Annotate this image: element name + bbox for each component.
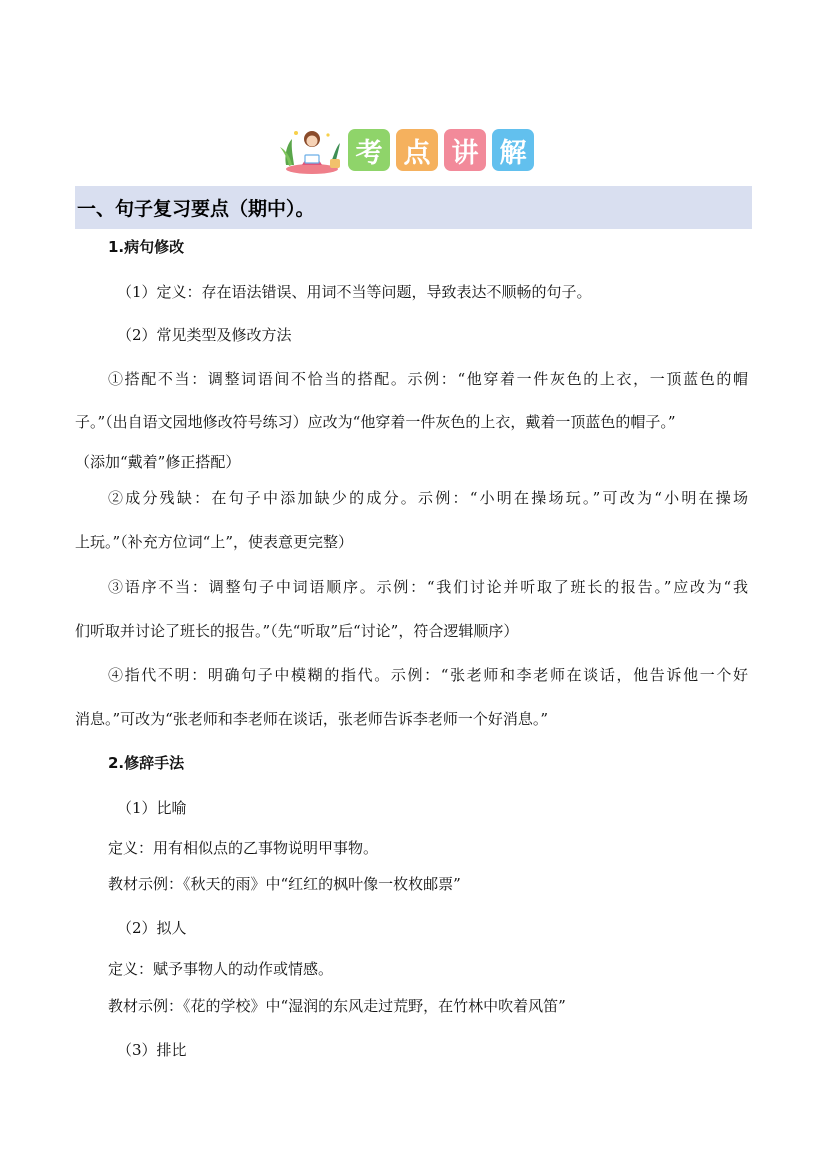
paragraph-type2-line2: 上玩。”（补充方位词“上”，使表意更完整） [75,533,354,551]
banner-tile-jie: 解 [492,129,534,171]
rhetoric-metaphor-definition: 定义：用有相似点的乙事物说明甲事物。 [108,839,379,857]
rhetoric-metaphor-heading: （1）比喻 [117,799,187,817]
banner-tile-jiang: 讲 [444,129,486,171]
paragraph-type3-line2: 们听取并讨论了班长的报告。”（先“听取”后“讨论”，符合逻辑顺序） [75,622,519,640]
rhetoric-personification-heading: （2）拟人 [117,919,187,937]
subheading-sentence-correction: 1.病句修改 [108,238,185,256]
paragraph-type4-line1: ④指代不明：明确句子中模糊的指代。示例：“张老师和李老师在谈话，他告诉他一个好 [108,666,748,684]
section-title: 一、句子复习要点（期中）。 [77,198,315,220]
rhetoric-personification-definition: 定义：赋予事物人的动作或情感。 [108,960,334,978]
header-banner [278,125,550,175]
banner-tiles [348,129,534,171]
subheading-rhetoric: 2.修辞手法 [108,754,185,772]
banner-tile-kao: 考 [348,129,390,171]
reading-girl-illustration [278,125,346,175]
banner-tile-dian: 点 [396,129,438,171]
rhetoric-parallelism-heading: （3）排比 [117,1041,187,1059]
paragraph-common-types: （2）常见类型及修改方法 [117,326,292,344]
paragraph-type4-line2: 消息。”可改为“张老师和李老师在谈话，张老师告诉李老师一个好消息。” [75,710,549,728]
section-heading-bar [75,186,752,229]
paragraph-definition: （1）定义：存在语法错误、用词不当等问题，导致表达不顺畅的句子。 [117,283,592,301]
rhetoric-personification-example: 教材示例：《花的学校》中“湿润的东风走过荒野，在竹林中吹着风笛” [108,997,566,1015]
paragraph-type1-line3: （添加“戴着”修正搭配） [75,453,241,471]
rhetoric-metaphor-example: 教材示例：《秋天的雨》中“红红的枫叶像一枚枚邮票” [108,875,461,893]
paragraph-type1-line2: 子。”（出自语文园地修改符号练习）应改为“他穿着一件灰色的上衣，戴着一顶蓝色的帽子。” [75,413,676,431]
paragraph-type1-line1: ①搭配不当：调整词语间不恰当的搭配。示例：“他穿着一件灰色的上衣，一顶蓝色的帽 [108,370,748,388]
paragraph-type2-line1: ②成分残缺：在句子中添加缺少的成分。示例：“小明在操场玩。”可改为“小明在操场 [108,489,748,507]
paragraph-type3-line1: ③语序不当：调整句子中词语顺序。示例：“我们讨论并听取了班长的报告。”应改为“我 [108,578,748,596]
